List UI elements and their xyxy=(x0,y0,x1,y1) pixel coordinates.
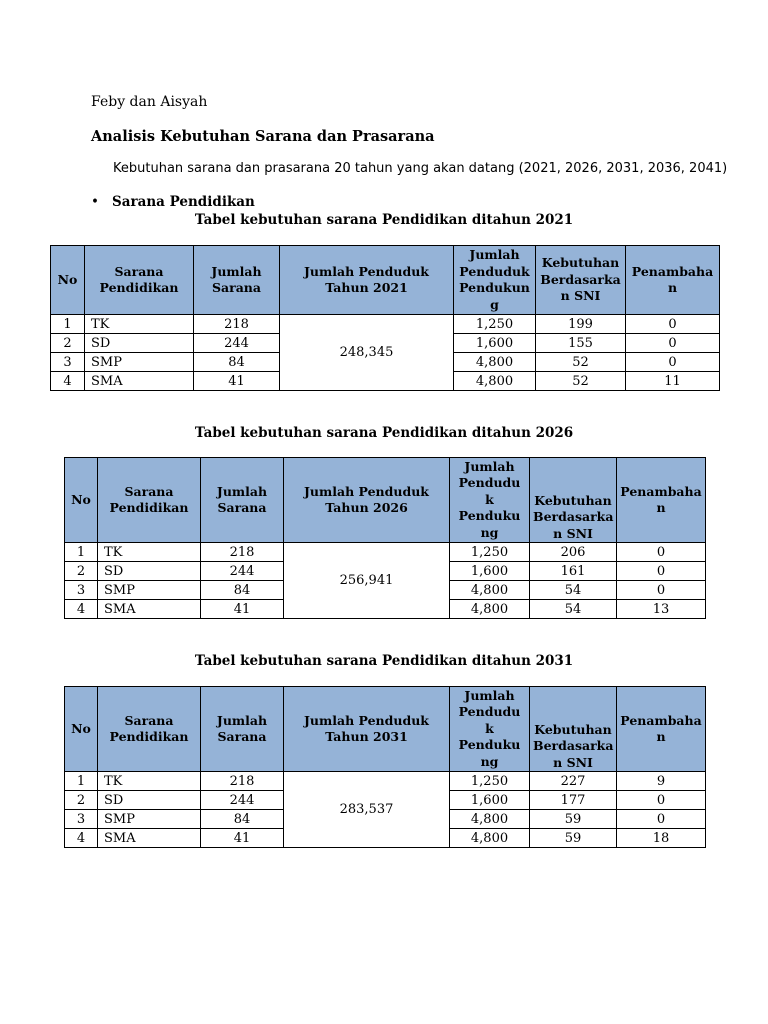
header-penambahan: Penambaha n xyxy=(617,458,706,543)
cell-pendukung: 1,250 xyxy=(450,772,530,791)
cell-penambahan: 0 xyxy=(626,353,720,372)
cell-sarana: TK xyxy=(98,772,201,791)
cell-no: 1 xyxy=(51,315,85,334)
cell-kebutuhan: 54 xyxy=(530,600,617,619)
cell-no: 2 xyxy=(65,791,98,810)
cell-jumlah: 244 xyxy=(194,334,280,353)
cell-sarana: SMA xyxy=(98,600,201,619)
cell-penambahan: 0 xyxy=(617,581,706,600)
author-line: Feby dan Aisyah xyxy=(91,94,208,110)
cell-jumlah: 244 xyxy=(201,791,284,810)
header-jumlah-sarana: Jumlah Sarana xyxy=(201,458,284,543)
cell-pendukung: 1,600 xyxy=(454,334,536,353)
table-2021 xyxy=(50,245,720,391)
cell-penambahan: 9 xyxy=(617,772,706,791)
header-no: No xyxy=(65,687,98,772)
cell-kebutuhan: 59 xyxy=(530,810,617,829)
cell-no: 2 xyxy=(65,562,98,581)
cell-pendukung: 4,800 xyxy=(454,353,536,372)
cell-sarana: TK xyxy=(98,543,201,562)
cell-pendukung: 4,800 xyxy=(450,829,530,848)
cell-sarana: TK xyxy=(85,315,194,334)
section-heading: Analisis Kebutuhan Sarana dan Prasarana xyxy=(91,128,435,145)
cell-pendukung: 1,250 xyxy=(454,315,536,334)
cell-sarana: SD xyxy=(85,334,194,353)
cell-jumlah: 41 xyxy=(201,829,284,848)
header-sarana: Sarana Pendidikan xyxy=(98,458,201,543)
cell-kebutuhan: 199 xyxy=(536,315,626,334)
header-penduduk: Jumlah Penduduk Tahun 2026 xyxy=(284,458,450,543)
cell-sarana: SD xyxy=(98,791,201,810)
cell-jumlah: 244 xyxy=(201,562,284,581)
cell-jumlah: 218 xyxy=(194,315,280,334)
cell-pendukung: 4,800 xyxy=(450,581,530,600)
cell-jumlah: 84 xyxy=(194,353,280,372)
cell-pendukung: 4,800 xyxy=(454,372,536,391)
cell-penambahan: 18 xyxy=(617,829,706,848)
cell-kebutuhan: 59 xyxy=(530,829,617,848)
header-penambahan: Penambaha n xyxy=(626,246,720,315)
cell-no: 1 xyxy=(65,543,98,562)
bullet-icon: • xyxy=(91,194,99,210)
cell-kebutuhan: 227 xyxy=(530,772,617,791)
table-row xyxy=(65,772,706,791)
cell-penambahan: 0 xyxy=(617,791,706,810)
cell-sarana: SMA xyxy=(98,829,201,848)
cell-penambahan: 0 xyxy=(617,543,706,562)
header-kebutuhan: Kebutuhan Berdasarka n SNI xyxy=(536,246,626,315)
cell-kebutuhan: 155 xyxy=(536,334,626,353)
cell-penambahan: 0 xyxy=(617,562,706,581)
cell-pendukung: 1,250 xyxy=(450,543,530,562)
header-penambahan: Penambaha n xyxy=(617,687,706,772)
cell-kebutuhan: 52 xyxy=(536,353,626,372)
cell-population: 256,941 xyxy=(284,543,450,619)
cell-no: 3 xyxy=(65,581,98,600)
cell-jumlah: 84 xyxy=(201,810,284,829)
cell-no: 1 xyxy=(65,772,98,791)
table-2026 xyxy=(64,457,706,619)
cell-jumlah: 41 xyxy=(201,600,284,619)
cell-no: 3 xyxy=(65,810,98,829)
header-jumlah-sarana: Jumlah Sarana xyxy=(194,246,280,315)
cell-penambahan: 0 xyxy=(617,810,706,829)
cell-penambahan: 11 xyxy=(626,372,720,391)
cell-pendukung: 4,800 xyxy=(450,600,530,619)
cell-kebutuhan: 52 xyxy=(536,372,626,391)
header-pendukung: Jumlah Pendudu k Penduku ng xyxy=(450,687,530,772)
header-pendukung: Jumlah Pendudu k Penduku ng xyxy=(450,458,530,543)
table-row xyxy=(51,315,720,334)
table-row xyxy=(65,543,706,562)
cell-kebutuhan: 54 xyxy=(530,581,617,600)
cell-sarana: SMP xyxy=(85,353,194,372)
header-no: No xyxy=(65,458,98,543)
cell-no: 4 xyxy=(65,829,98,848)
cell-kebutuhan: 177 xyxy=(530,791,617,810)
cell-penambahan: 13 xyxy=(617,600,706,619)
cell-jumlah: 41 xyxy=(194,372,280,391)
cell-pendukung: 4,800 xyxy=(450,810,530,829)
cell-kebutuhan: 161 xyxy=(530,562,617,581)
cell-penambahan: 0 xyxy=(626,334,720,353)
cell-population: 248,345 xyxy=(280,315,454,391)
header-penduduk: Jumlah Penduduk Tahun 2021 xyxy=(280,246,454,315)
header-pendukung: Jumlah Penduduk Pendukun g xyxy=(454,246,536,315)
header-kebutuhan: Kebutuhan Berdasarka n SNI xyxy=(530,458,617,543)
cell-no: 2 xyxy=(51,334,85,353)
table-caption-2026: Tabel kebutuhan sarana Pendidikan ditahun 2026 xyxy=(194,425,574,441)
header-sarana: Sarana Pendidikan xyxy=(85,246,194,315)
header-jumlah-sarana: Jumlah Sarana xyxy=(201,687,284,772)
cell-sarana: SMP xyxy=(98,581,201,600)
cell-kebutuhan: 206 xyxy=(530,543,617,562)
cell-sarana: SMA xyxy=(85,372,194,391)
cell-no: 4 xyxy=(51,372,85,391)
cell-jumlah: 218 xyxy=(201,772,284,791)
table-2031 xyxy=(64,686,706,848)
table-caption-2021: Tabel kebutuhan sarana Pendidikan ditahun 2021 xyxy=(194,212,574,228)
cell-pendukung: 1,600 xyxy=(450,791,530,810)
cell-no: 3 xyxy=(51,353,85,372)
cell-no: 4 xyxy=(65,600,98,619)
bullet-label: Sarana Pendidikan xyxy=(112,194,255,210)
header-kebutuhan: Kebutuhan Berdasarka n SNI xyxy=(530,687,617,772)
header-penduduk: Jumlah Penduduk Tahun 2031 xyxy=(284,687,450,772)
cell-jumlah: 218 xyxy=(201,543,284,562)
bullet-item xyxy=(91,194,255,210)
header-no: No xyxy=(51,246,85,315)
intro-text: Kebutuhan sarana dan prasarana 20 tahun yang akan datang (2021, 2026, 2031, 2036, 2041) xyxy=(113,161,728,176)
cell-jumlah: 84 xyxy=(201,581,284,600)
cell-population: 283,537 xyxy=(284,772,450,848)
cell-pendukung: 1,600 xyxy=(450,562,530,581)
header-sarana: Sarana Pendidikan xyxy=(98,687,201,772)
cell-sarana: SMP xyxy=(98,810,201,829)
table-caption-2031: Tabel kebutuhan sarana Pendidikan ditahun 2031 xyxy=(194,653,574,669)
cell-sarana: SD xyxy=(98,562,201,581)
cell-penambahan: 0 xyxy=(626,315,720,334)
